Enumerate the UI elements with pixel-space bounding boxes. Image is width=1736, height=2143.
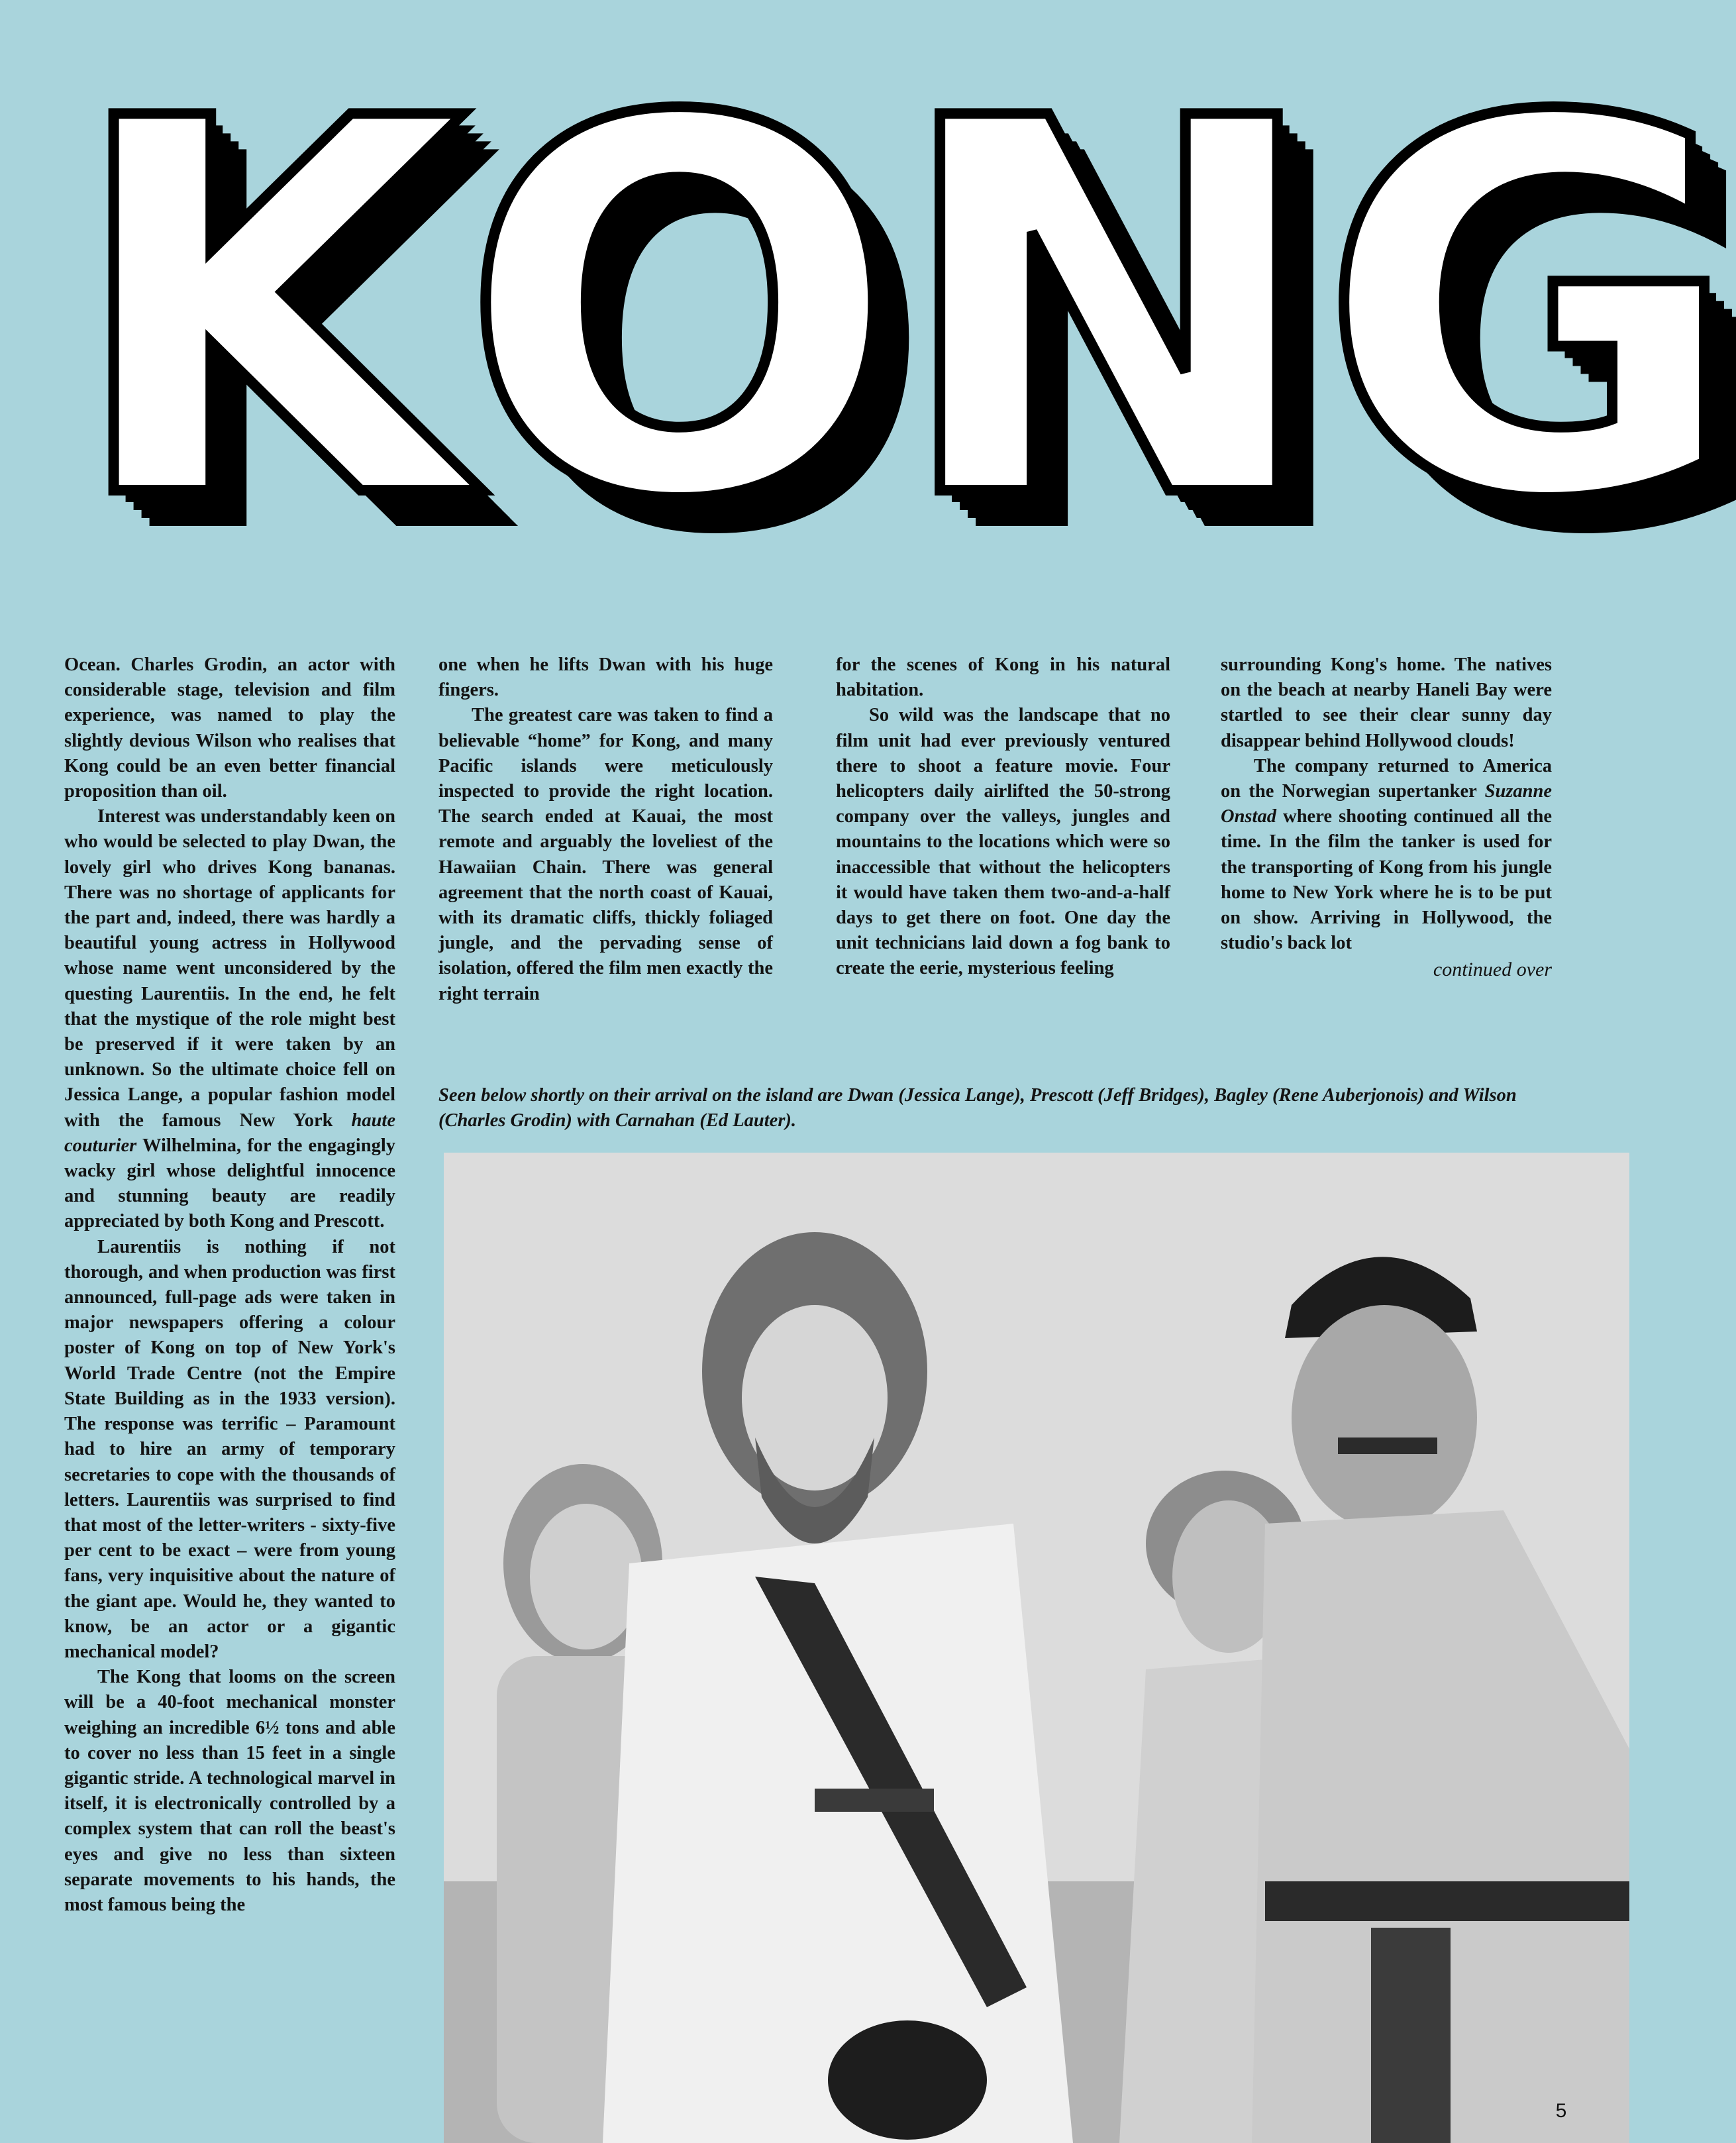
- photo-caption: Seen below shortly on their arrival on the island are Dwan (Jessica Lange), Prescott (Jeff Bridges), Bagley (Rene Auberjonois) and Wilson (Charles Grodin) with Carnahan (Ed Lauter).: [438, 1085, 1517, 1131]
- continued-over-note: continued over: [1433, 959, 1552, 981]
- masthead-letter-o: O: [460, 11, 893, 612]
- page-number: 5: [1555, 2100, 1567, 2122]
- article-text: The company returned to America on the Norwegian supertanker: [1221, 755, 1552, 802]
- article-text: Wilhelmina, for the engagingly wacky girl whose delightful innocence and stunning beauty are readily appreciated by both Kong and Prescott.: [64, 1135, 395, 1232]
- italic-term: haute couturier: [64, 1110, 396, 1156]
- article-paragraph: [64, 804, 395, 1234]
- masthead-letter-k: K: [66, 11, 460, 612]
- article-paragraph: Laurentiis is nothing if not thorough, and when production was first announced, full-page ads were taken in major newspapers offering a colour poster of Kong on top of New York's World Trade Centre (not the Empire State Building as in the 1933 version). The response was terrific – Paramount had to hire an army of temporary secretaries to cope with the thousands of letters. Laurentiis was surprised to find that most of the letter-writers - sixty-five per cent to be exact – were from young fans, very inquisitive about the nature of the giant ape. Would he, they wanted to know, be an actor or a gigantic mechanical model?: [64, 1236, 395, 1662]
- article-paragraph: The Kong that looms on the screen will be a 40-foot mechanical monster weighing an incredible 6½ tons and able to cover no less than 15 feet in a single gigantic stride. A technological marvel in itself, it is electronically controlled by a complex system that can roll the beast's eyes and give no less than sixteen separate movements to his hands, the most famous being the: [64, 1667, 395, 1915]
- cast-photograph: [444, 1153, 1629, 2143]
- article-paragraph: The greatest care was taken to find a believable “home” for Kong, and many Pacific islands were meticulously inspected to provide the right location. The search ended at Kauai, the most remote and arguably the loveliest of the Hawaiian Chain. There was general agreement that the north coast of Kauai, with its dramatic cliffs, thickly foliaged jungle, and the pervading sense of isolation, offered the film men exactly the right terrain: [438, 705, 773, 1004]
- article-paragraph: for the scenes of Kong in his natural habitation.: [836, 654, 1170, 701]
- photo-illustration: [444, 1153, 1629, 2143]
- article-paragraph: Ocean. Charles Grodin, an actor with considerable stage, television and film experience, was named to play the slightly devious Wilson who realises that Kong could be an even better financial proposition than oil.: [64, 654, 395, 802]
- article-text: where shooting continued all the time. In the film the tanker is used for the transporting of Kong from his jungle home to New York where he is to be put on show. Arriving in Hollywood, the studio's back lot: [1221, 806, 1552, 954]
- masthead-letter-g: G: [1318, 11, 1736, 612]
- article-column-4: [1221, 653, 1552, 983]
- masthead-letter-n: N: [892, 11, 1319, 612]
- article-paragraph: [1221, 754, 1552, 957]
- article-column-1: [64, 653, 395, 1918]
- article-paragraph: one when he lifts Dwan with his huge fingers.: [438, 654, 773, 701]
- article-column-2: [438, 653, 773, 1007]
- article-column-3: [836, 653, 1170, 982]
- article-paragraph: surrounding Kong's home. The natives on the beach at nearby Haneli Bay were startled to see their clear sunny day disappear behind Hollywood clouds!: [1221, 654, 1552, 751]
- article-text: Interest was understandably keen on who would be selected to play Dwan, the lovely girl who drives Kong bananas. There was no shortage of applicants for the part and, indeed, there was hardly a beautiful young actress in Hollywood whose name went unconsidered by the questing Laurentiis. In the end, he felt that the mystique of the role might best be preserved if it were taken by an unknown. So the ultimate choice fell on Jessica Lange, a popular fashion model with the famous New York: [64, 806, 395, 1131]
- masthead-title: [66, 11, 1736, 612]
- article-paragraph: So wild was the landscape that no film unit had ever previously ventured there to shoot a feature movie. Four helicopters daily airlifted the 50-strong company over the valleys, jungles and mountains to the locations which were so inaccessible that without the helicopters it would have taken them two-and-a-half days to get there on foot. One day the unit technicians laid down a fog bank to create the eerie, mysterious feeling: [836, 705, 1170, 979]
- ship-name: Suzanne Onstad: [1221, 781, 1553, 827]
